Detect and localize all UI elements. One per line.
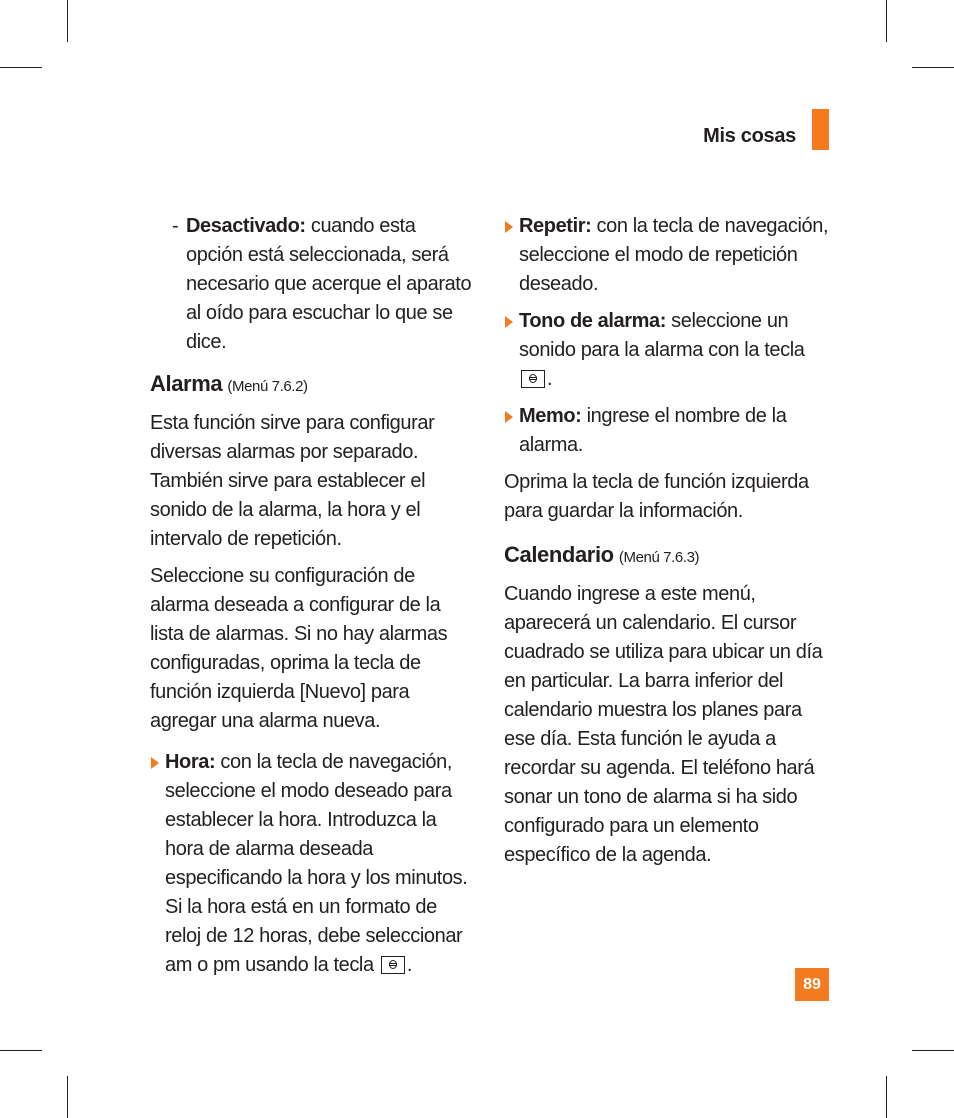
calendario-menu-ref: (Menú 7.6.3) xyxy=(618,549,700,566)
crop-mark xyxy=(0,1050,42,1051)
desactivado-text: cuando esta opción está seleccionada, será necesario que acerque el aparato al oído para escuchar lo que se dice. xyxy=(186,215,472,353)
alarma-menu-ref: (Menú 7.6.2) xyxy=(227,378,308,395)
globe-glyph xyxy=(529,374,537,383)
tono-end: . xyxy=(547,368,553,390)
orange-triangle-bullet-icon xyxy=(505,411,513,423)
orange-triangle-bullet-icon xyxy=(505,316,513,328)
alarma-heading xyxy=(150,369,475,402)
hora-text: con la tecla de navegación, seleccione el modo deseado para establecer la hora. Introduzca la hora de alarma deseada especificando la hora y los minutos. Si la hora está en un formato de reloj de 12 horas, debe seleccionar am o pm usando la tecla xyxy=(165,751,468,976)
repetir-label: Repetir: xyxy=(519,215,592,237)
crop-mark xyxy=(886,1076,887,1118)
guardar-paragraph: Oprima la tecla de función izquierda para guardar la información. xyxy=(504,471,809,522)
tono-bullet-item xyxy=(504,307,834,394)
att-globe-key-icon xyxy=(521,370,545,388)
calendario-heading xyxy=(504,540,834,573)
memo-bullet-item xyxy=(504,402,834,460)
desactivado-label: Desactivado: xyxy=(186,215,306,237)
right-column xyxy=(504,212,834,878)
alarma-paragraph-1: Esta función sirve para configurar diversas alarmas por separado. También sirve para establecer el sonido de la alarma, la hora y el intervalo de repetición. xyxy=(150,412,435,550)
section-header-bar xyxy=(812,109,829,150)
tono-text: seleccione un sonido para la alarma con la tecla xyxy=(519,310,805,361)
tono-label: Tono de alarma: xyxy=(519,310,666,332)
calendario-paragraph: Cuando ingrese a este menú, aparecerá un calendario. El cursor cuadrado se utiliza para ubicar un día en particular. La barra inferior del calendario muestra los planes para ese día. Esta función le ayuda a recordar su agenda. El teléfono hará sonar un tono de alarma si ha sido configurado para un elemento específico de la agenda. xyxy=(504,583,823,866)
alarma-paragraph-2: Seleccione su configuración de alarma deseada a configurar de la lista de alarmas. Si no hay alarmas configuradas, oprima la tecla de función izquierda [Nuevo] para agregar una alarma nueva. xyxy=(150,565,448,732)
hora-end: . xyxy=(406,954,413,976)
alarma-title: Alarma xyxy=(150,371,223,396)
crop-mark xyxy=(67,1076,68,1118)
att-globe-key-icon xyxy=(381,956,405,974)
memo-label: Memo: xyxy=(519,405,582,427)
page-number: 89 xyxy=(795,968,829,1001)
orange-triangle-bullet-icon xyxy=(151,757,159,769)
repetir-bullet-item xyxy=(504,212,834,299)
left-column xyxy=(150,212,475,988)
crop-mark xyxy=(0,67,42,68)
crop-mark xyxy=(67,0,68,42)
memo-text: ingrese el nombre de la alarma. xyxy=(519,405,787,456)
calendario-title: Calendario xyxy=(504,542,614,567)
crop-mark xyxy=(886,0,887,42)
hora-bullet-item xyxy=(150,748,475,980)
hora-label: Hora: xyxy=(165,751,216,773)
crop-mark xyxy=(912,1050,954,1051)
repetir-text: con la tecla de navegación, seleccione el modo de repetición deseado. xyxy=(519,215,829,295)
section-header-title: Mis cosas xyxy=(703,125,796,147)
orange-triangle-bullet-icon xyxy=(505,221,513,233)
globe-glyph xyxy=(389,960,397,969)
crop-mark xyxy=(912,67,954,68)
dash-marker: - xyxy=(172,215,179,237)
desactivado-item xyxy=(150,212,475,357)
